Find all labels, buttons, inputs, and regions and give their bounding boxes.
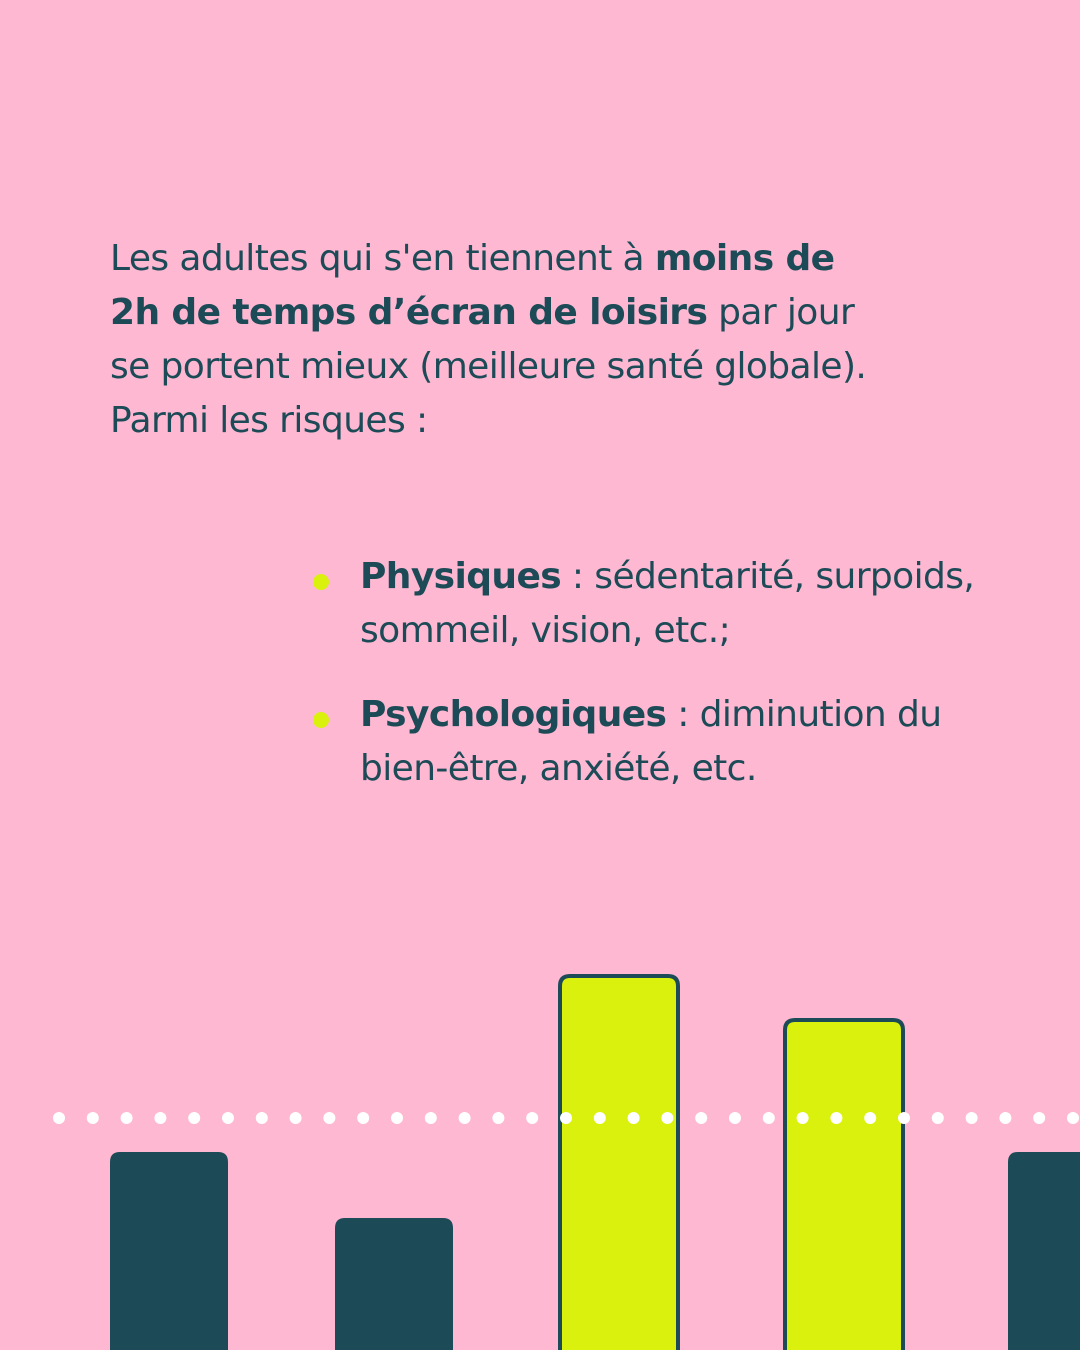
- dot: [864, 1112, 876, 1124]
- dot: [459, 1112, 471, 1124]
- dot: [932, 1112, 944, 1124]
- dot: [661, 1112, 673, 1124]
- dot: [966, 1112, 978, 1124]
- intro-text-after: par jour se portent mieux (meilleure santé globale). Parmi les risques :: [110, 292, 867, 441]
- dot: [1033, 1112, 1045, 1124]
- dot: [797, 1112, 809, 1124]
- dot: [188, 1112, 200, 1124]
- dot: [290, 1112, 302, 1124]
- decor-bar: [335, 1218, 453, 1350]
- risk-title: Psychologiques: [360, 694, 667, 735]
- dot: [323, 1112, 335, 1124]
- dotted-line: [53, 1112, 1079, 1124]
- dot: [256, 1112, 268, 1124]
- dot: [830, 1112, 842, 1124]
- dot: [492, 1112, 504, 1124]
- decor-bar: [110, 1152, 228, 1350]
- intro-bold-text: moins de 2h de temps d’écran de loisirs: [110, 238, 835, 333]
- dot: [87, 1112, 99, 1124]
- risk-title: Physiques: [360, 556, 562, 597]
- decor-bar: [560, 976, 678, 1350]
- dot: [695, 1112, 707, 1124]
- dot: [560, 1112, 572, 1124]
- risk-description: : sédentarité, surpoids, sommeil, vision, etc.;: [360, 556, 975, 651]
- decor-bar: [1008, 1152, 1080, 1350]
- risk-description: : diminution du bien-être, anxiété, etc.: [360, 694, 942, 789]
- dot: [53, 1112, 65, 1124]
- dot: [898, 1112, 910, 1124]
- intro-text-before: Les adultes qui s'en tiennent à: [110, 238, 655, 279]
- dot: [526, 1112, 538, 1124]
- dot: [391, 1112, 403, 1124]
- decor-bars-group: [110, 976, 1080, 1350]
- dot: [729, 1112, 741, 1124]
- dot: [425, 1112, 437, 1124]
- dot: [763, 1112, 775, 1124]
- dot: [222, 1112, 234, 1124]
- dot: [628, 1112, 640, 1124]
- dot: [1067, 1112, 1079, 1124]
- dot: [121, 1112, 133, 1124]
- dot: [357, 1112, 369, 1124]
- dot: [999, 1112, 1011, 1124]
- dot: [594, 1112, 606, 1124]
- decor-bar: [785, 1020, 903, 1350]
- dot: [154, 1112, 166, 1124]
